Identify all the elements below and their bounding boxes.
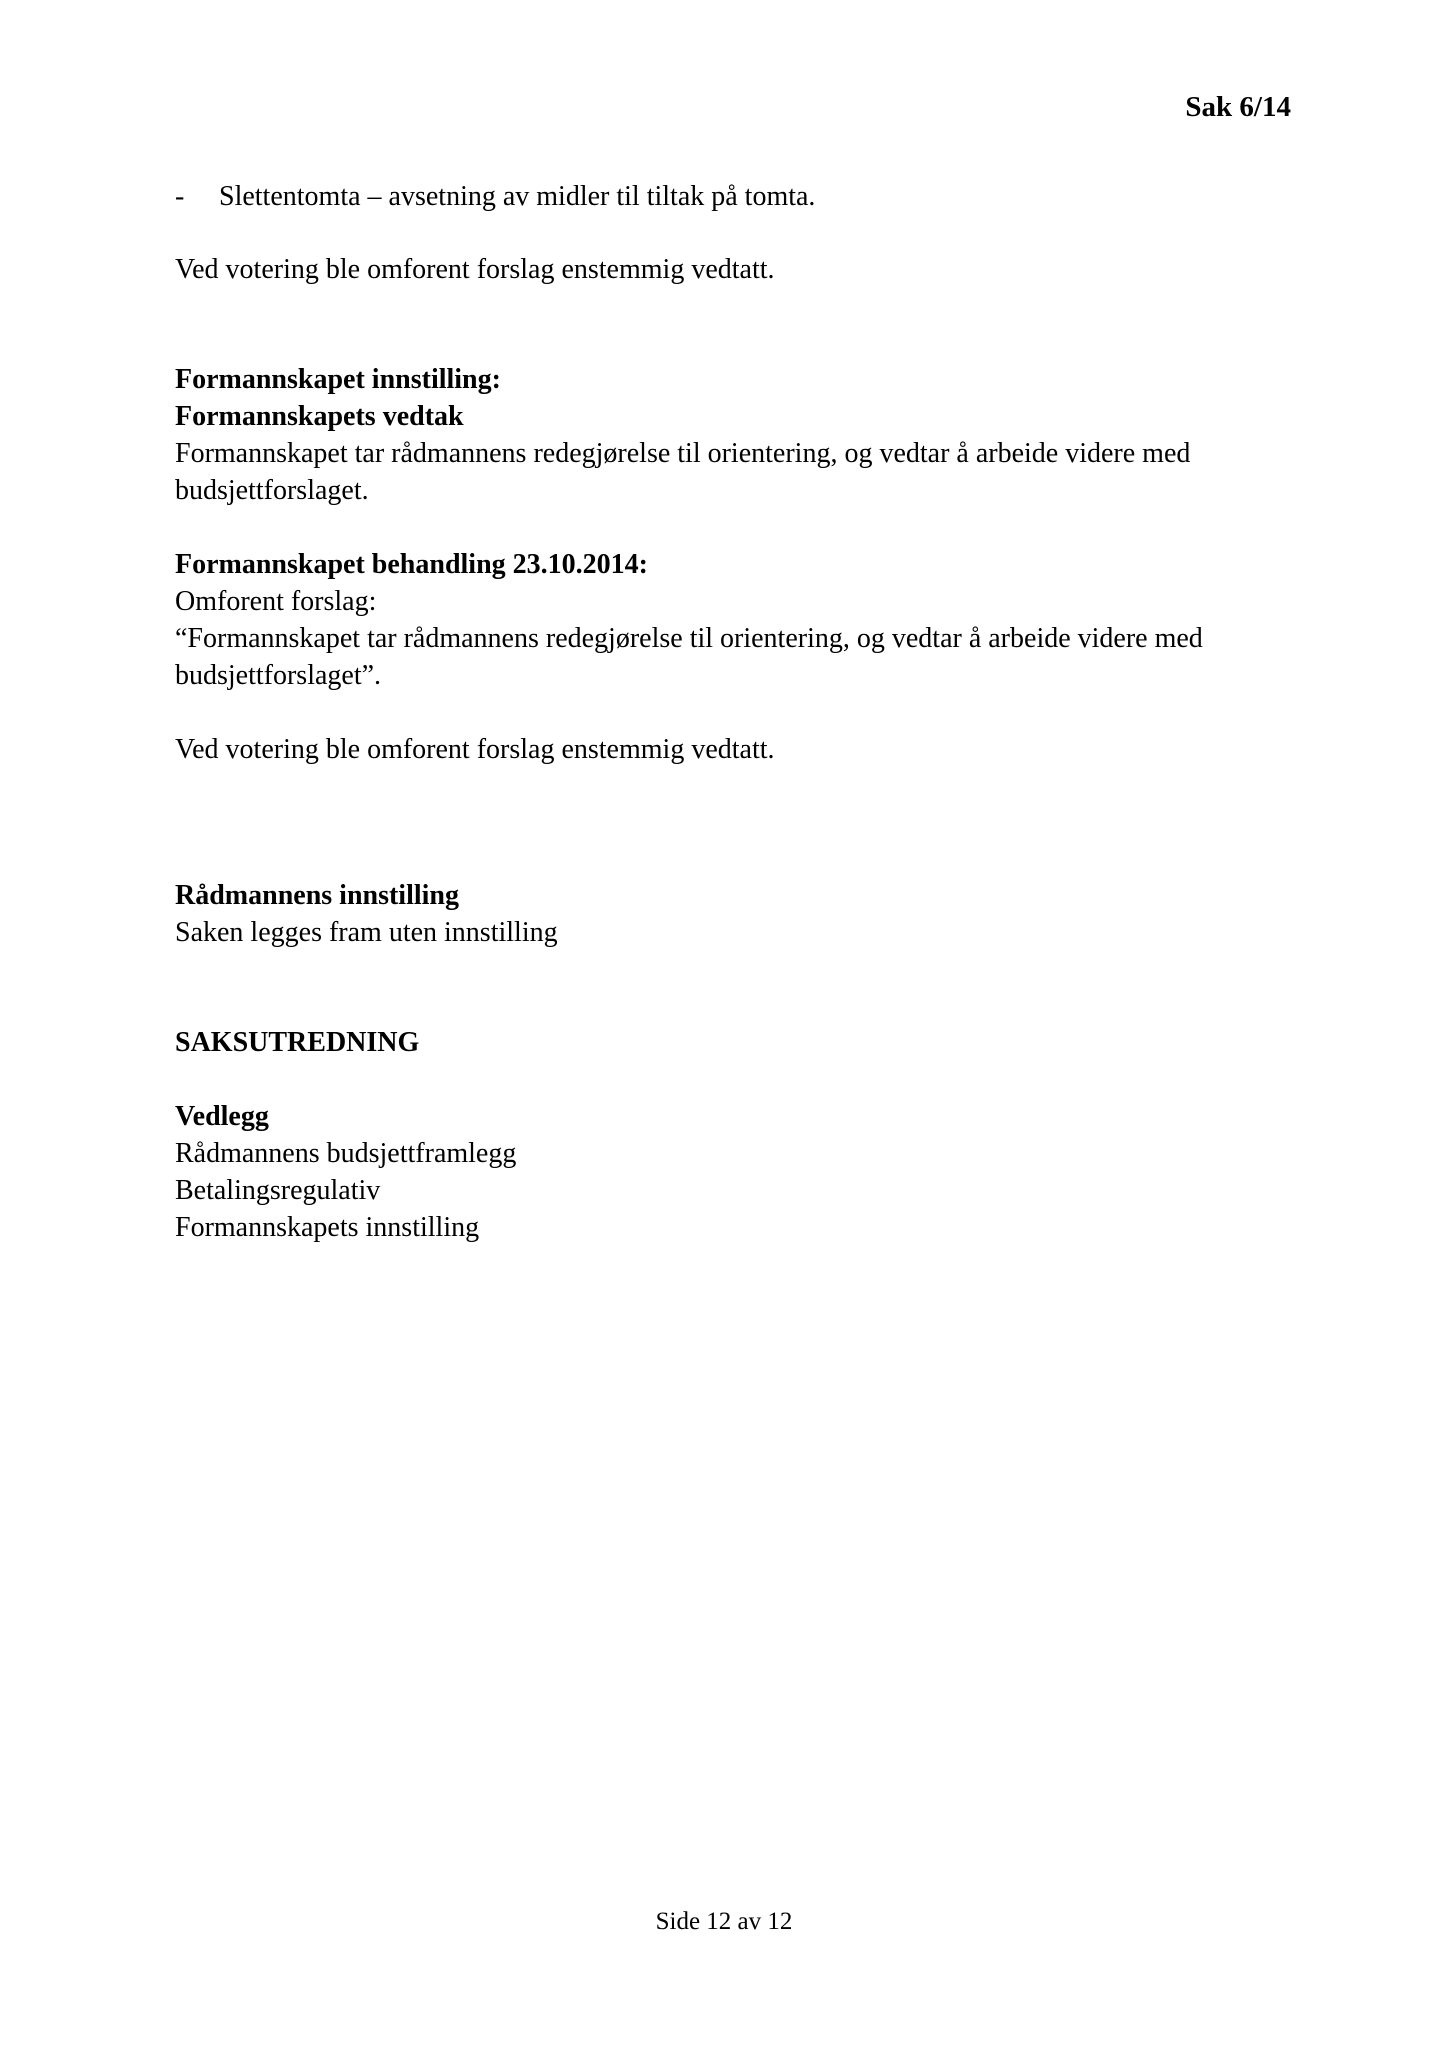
vote-text-2: Ved votering ble omforent forslag enstemmig vedtatt. — [175, 734, 775, 765]
formannskapets-vedtak-heading: Formannskapets vedtak — [175, 401, 464, 432]
bullet-dash: - — [175, 181, 185, 212]
vedtak-text-line-1: Formannskapet tar rådmannens redegjørelse til orientering, og vedtar å arbeide videre med — [175, 438, 1191, 469]
vedlegg-item: Betalingsregulativ — [175, 1175, 381, 1206]
vedtak-text-line-2: budsjettforslaget. — [175, 475, 369, 506]
vedlegg-heading: Vedlegg — [175, 1101, 269, 1132]
vedlegg-item: Formannskapets innstilling — [175, 1212, 480, 1243]
behandling-quote-line-1: “Formannskapet tar rådmannens redegjørelse til orientering, og vedtar å arbeide videre med — [175, 623, 1203, 654]
radmannens-innstilling-heading: Rådmannens innstilling — [175, 880, 459, 911]
case-number: Sak 6/14 — [1185, 91, 1291, 123]
vedlegg-item: Rådmannens budsjettframlegg — [175, 1138, 517, 1169]
vote-text-1: Ved votering ble omforent forslag enstemmig vedtatt. — [175, 254, 775, 285]
page-number-footer: Side 12 av 12 — [655, 1908, 793, 1935]
behandling-heading: Formannskapet behandling 23.10.2014: — [175, 549, 648, 580]
behandling-quote-line-2: budsjettforslaget”. — [175, 660, 382, 691]
omforent-forslag-label: Omforent forslag: — [175, 586, 377, 617]
formannskapet-innstilling-heading: Formannskapet innstilling: — [175, 364, 501, 395]
saksutredning-heading: SAKSUTREDNING — [175, 1027, 420, 1058]
radmannens-innstilling-text: Saken legges fram uten innstilling — [175, 917, 558, 948]
bullet-text: Slettentomta – avsetning av midler til tiltak på tomta. — [219, 181, 816, 212]
